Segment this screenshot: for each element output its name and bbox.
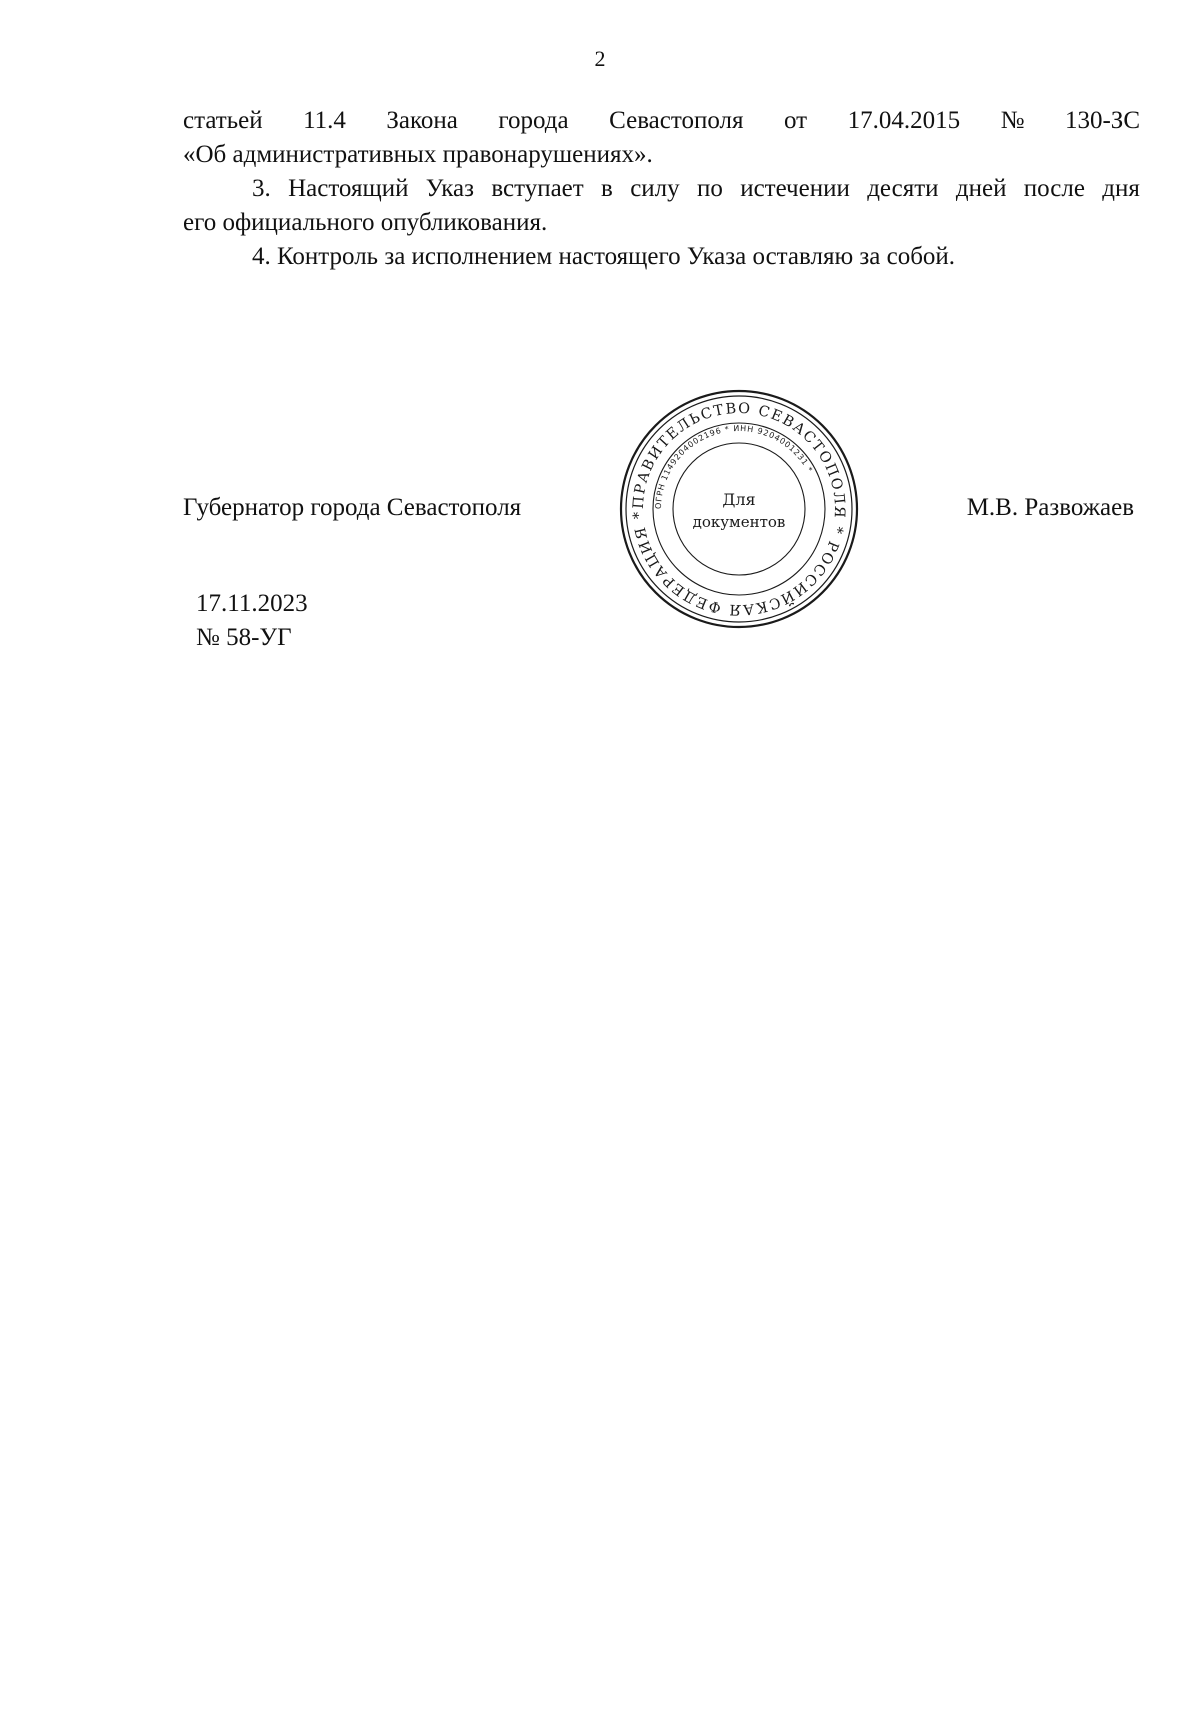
signatory-name: М.В. Развожаев [966,494,1134,521]
word: по [696,175,723,202]
body-line-1 [183,104,1140,138]
item-3-line-1 [183,172,1140,206]
word: силу [630,175,680,202]
body-line-2: «Об административных правонарушениях». [183,141,653,168]
document-date: 17.11.2023 [196,590,308,617]
word: десяти [867,175,939,202]
seal-outer-text: ПРАВИТЕЛЬСТВО СЕВАСТОПОЛЯ * РОССИЙСКАЯ ФЕДЕРАЦИЯ * [630,400,848,618]
item-3-line-2: его официального опубликования. [183,209,548,236]
word: после [1023,175,1085,202]
page-number: 2 [594,46,606,71]
word: 17.04.2015 [847,107,961,134]
word: 130-ЗС [1064,107,1140,134]
word: Закона [386,107,458,134]
word: дня [1102,175,1140,202]
document-date-block [196,587,308,655]
word: города [498,107,569,134]
word: Настоящий [288,175,409,202]
word: статьей [183,107,263,134]
word: 3. [252,175,271,202]
word: вступает [491,175,584,202]
word: Севастополя [609,107,744,134]
item-4: 4. Контроль за исполнением настоящего Указа оставляю за собой. [252,243,956,270]
word: от [784,107,808,134]
official-seal [618,388,860,630]
word: Указ [425,175,475,202]
document-body [183,104,1140,274]
signatory-position: Губернатор города Севастополя [183,494,522,521]
document-number: № 58-УГ [196,624,292,651]
word: истечении [740,175,850,202]
seal-inner-text: ОГРН 1149204002196 * ИНН 9204001231 * [653,423,815,510]
seal-center-line-1: Для [722,490,756,509]
seal-center-line-2: документов [692,513,786,531]
word: № [1000,107,1025,134]
word: дней [955,175,1007,202]
word: в [601,175,613,202]
word: 11.4 [303,107,346,134]
